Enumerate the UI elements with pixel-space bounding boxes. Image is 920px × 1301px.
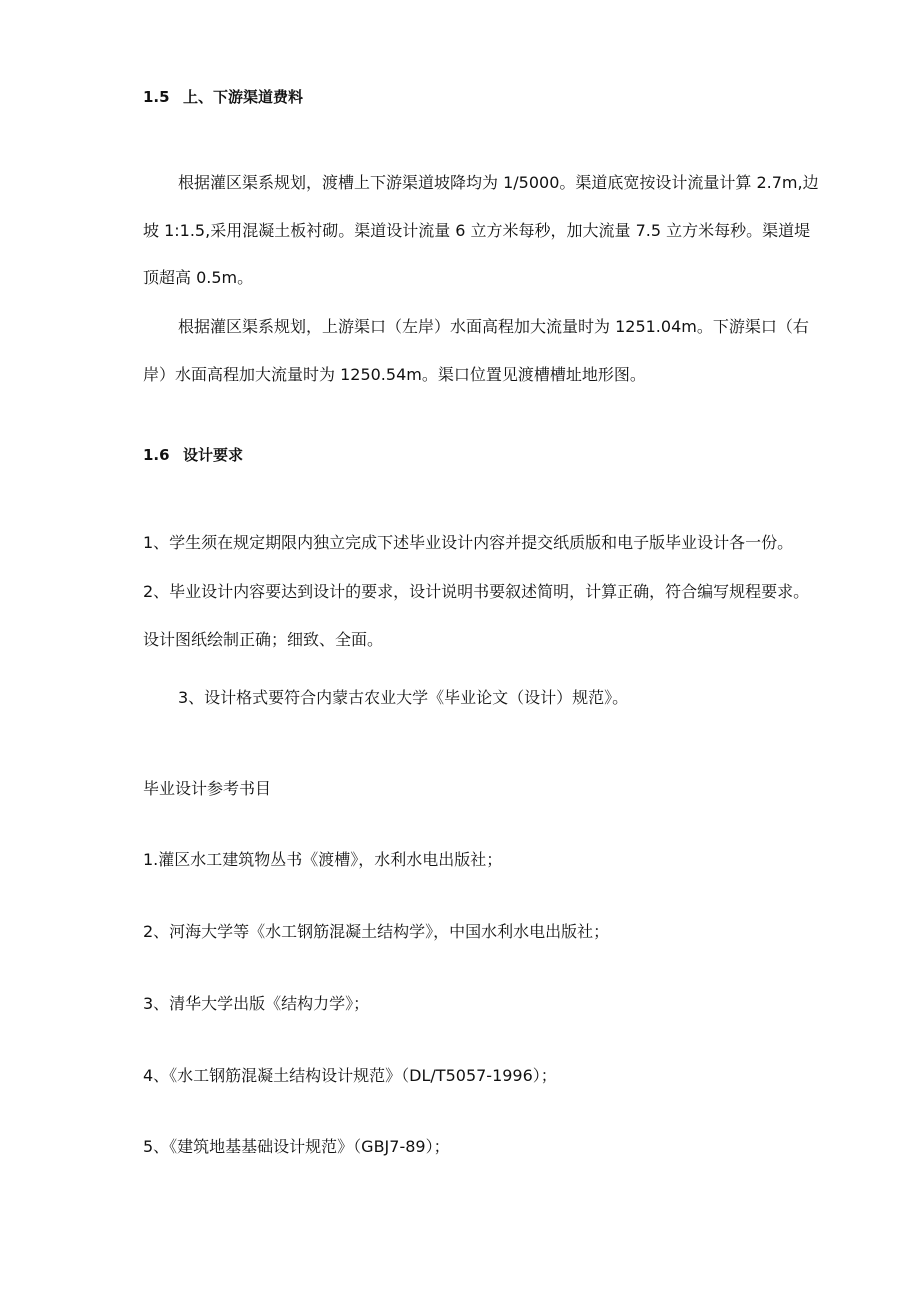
- reference-item: 1.灌区水工建筑物丛书《渡槽》，水利水电出版社；: [143, 850, 503, 869]
- section-number: 1.6: [143, 446, 170, 464]
- requirement-2-line-1: 2、毕业设计内容要达到设计的要求，设计说明书要叙述简明，计算正确，符合编写规程要求。: [143, 582, 810, 601]
- reference-item: 4、《水工钢筋混凝土结构设计规范》（DL/T5057-1996）；: [143, 1066, 557, 1085]
- section-number: 1.5: [143, 88, 170, 106]
- paragraph-2-line-1: 根据灌区渠系规划，上游渠口（左岸）水面高程加大流量时为 1251.04m。下游渠口（右: [178, 317, 809, 336]
- references-title: 毕业设计参考书目: [143, 779, 272, 798]
- section-1-6-heading: [143, 445, 243, 465]
- reference-item: 2、河海大学等《水工钢筋混凝土结构学》，中国水利水电出版社；: [143, 922, 610, 941]
- reference-item: 5、《建筑地基基础设计规范》（GBJ7-89）；: [143, 1137, 450, 1156]
- paragraph-1-line-1: 根据灌区渠系规划，渡槽上下游渠道坡降均为 1/5000。渠道底宽按设计流量计算 2.7m,边: [178, 173, 819, 192]
- reference-item: 3、清华大学出版《结构力学》；: [143, 994, 370, 1013]
- section-title: 上、下游渠道费料: [183, 88, 304, 106]
- requirement-2-line-2: 设计图纸绘制正确；细致、全面。: [143, 630, 384, 649]
- paragraph-1-line-3: 顶超高 0.5m。: [143, 268, 254, 287]
- requirement-3: 3、设计格式要符合内蒙古农业大学《毕业论文（设计）规范》。: [178, 688, 629, 707]
- section-title: 设计要求: [183, 446, 244, 464]
- section-1-5-heading: [143, 87, 303, 107]
- paragraph-2-line-2: 岸）水面高程加大流量时为 1250.54m。渠口位置见渡槽槽址地形图。: [143, 365, 646, 384]
- paragraph-1-line-2: 坡 1:1.5,采用混凝土板衬砌。渠道设计流量 6 立方米每秒，加大流量 7.5 立方米每秒。渠道堤: [143, 221, 811, 240]
- requirement-1: 1、学生须在规定期限内独立完成下述毕业设计内容并提交纸质版和电子版毕业设计各一份。: [143, 533, 794, 552]
